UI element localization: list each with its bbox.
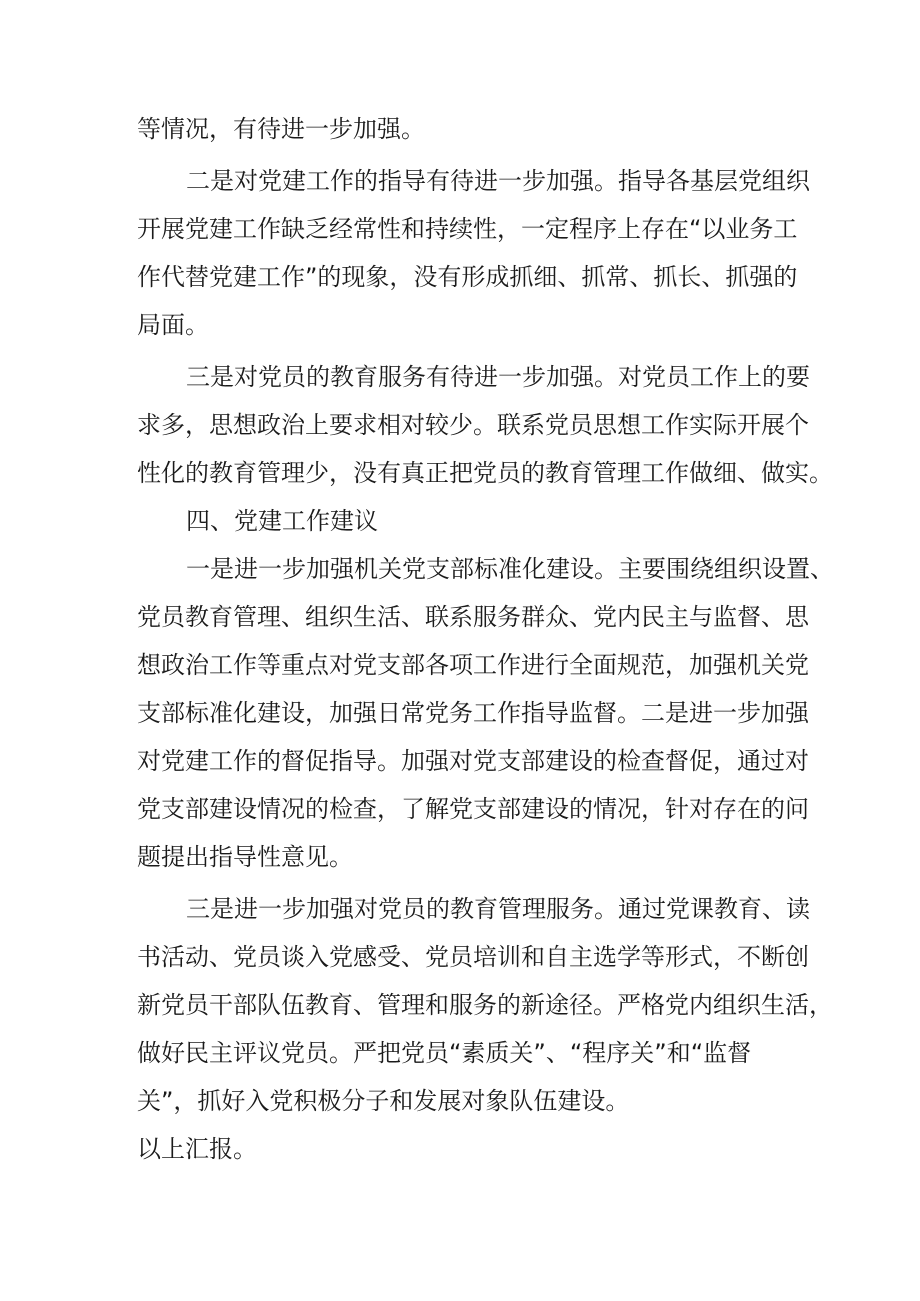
text-line: 等情况，有待进一步加强。 <box>137 115 425 143</box>
text-line: 开展党建工作缺乏经常性和持续性，一定程序上存在“以业务工 <box>137 215 798 243</box>
closing-line: 以上汇报。 <box>137 1135 257 1163</box>
text-line: 想政治工作等重点对党支部各项工作进行全面规范，加强机关党 <box>137 651 809 679</box>
text-line: 作代替党建工作”的现象，没有形成抓细、抓常、抓长、抓强的 <box>137 263 798 291</box>
text-line: 做好民主评议党员。严把党员“素质关”、“程序关”和“监督 <box>137 1039 752 1067</box>
text-line: 题提出指导性意见。 <box>137 843 353 871</box>
text-line: 关”，抓好入党积极分子和发展对象队伍建设。 <box>137 1087 630 1115</box>
text-line: 支部标准化建设，加强日常党务工作指导监督。二是进一步加强 <box>137 699 809 727</box>
text-line: 对党建工作的督促指导。加强对党支部建设的检查督促，通过对 <box>137 747 809 775</box>
text-line: 党员教育管理、组织生活、联系服务群众、党内民主与监督、思 <box>137 603 809 631</box>
text-line: 党支部建设情况的检查，了解党支部建设的情况，针对存在的问 <box>137 795 809 823</box>
paragraph-first-line: 二是对党建工作的指导有待进一步加强。指导各基层党组织 <box>186 167 810 195</box>
paragraph-first-line: 三是对党员的教育服务有待进一步加强。对党员工作上的要 <box>186 363 810 391</box>
paragraph-first-line: 三是进一步加强对党员的教育管理服务。通过党课教育、读 <box>186 895 810 923</box>
paragraph-first-line: 一是进一步加强机关党支部标准化建设。主要围绕组织设置、 <box>186 555 834 583</box>
text-line: 新党员干部队伍教育、管理和服务的新途径。严格党内组织生活， <box>137 991 833 1019</box>
text-line: 局面。 <box>137 311 209 339</box>
text-line: 性化的教育管理少，没有真正把党员的教育管理工作做细、做实。 <box>137 459 833 487</box>
section-heading: 四、党建工作建议 <box>186 507 378 535</box>
text-line: 书活动、党员谈入党感受、党员培训和自主选学等形式，不断创 <box>137 943 809 971</box>
text-line: 求多，思想政治上要求相对较少。联系党员思想工作实际开展个 <box>137 411 809 439</box>
